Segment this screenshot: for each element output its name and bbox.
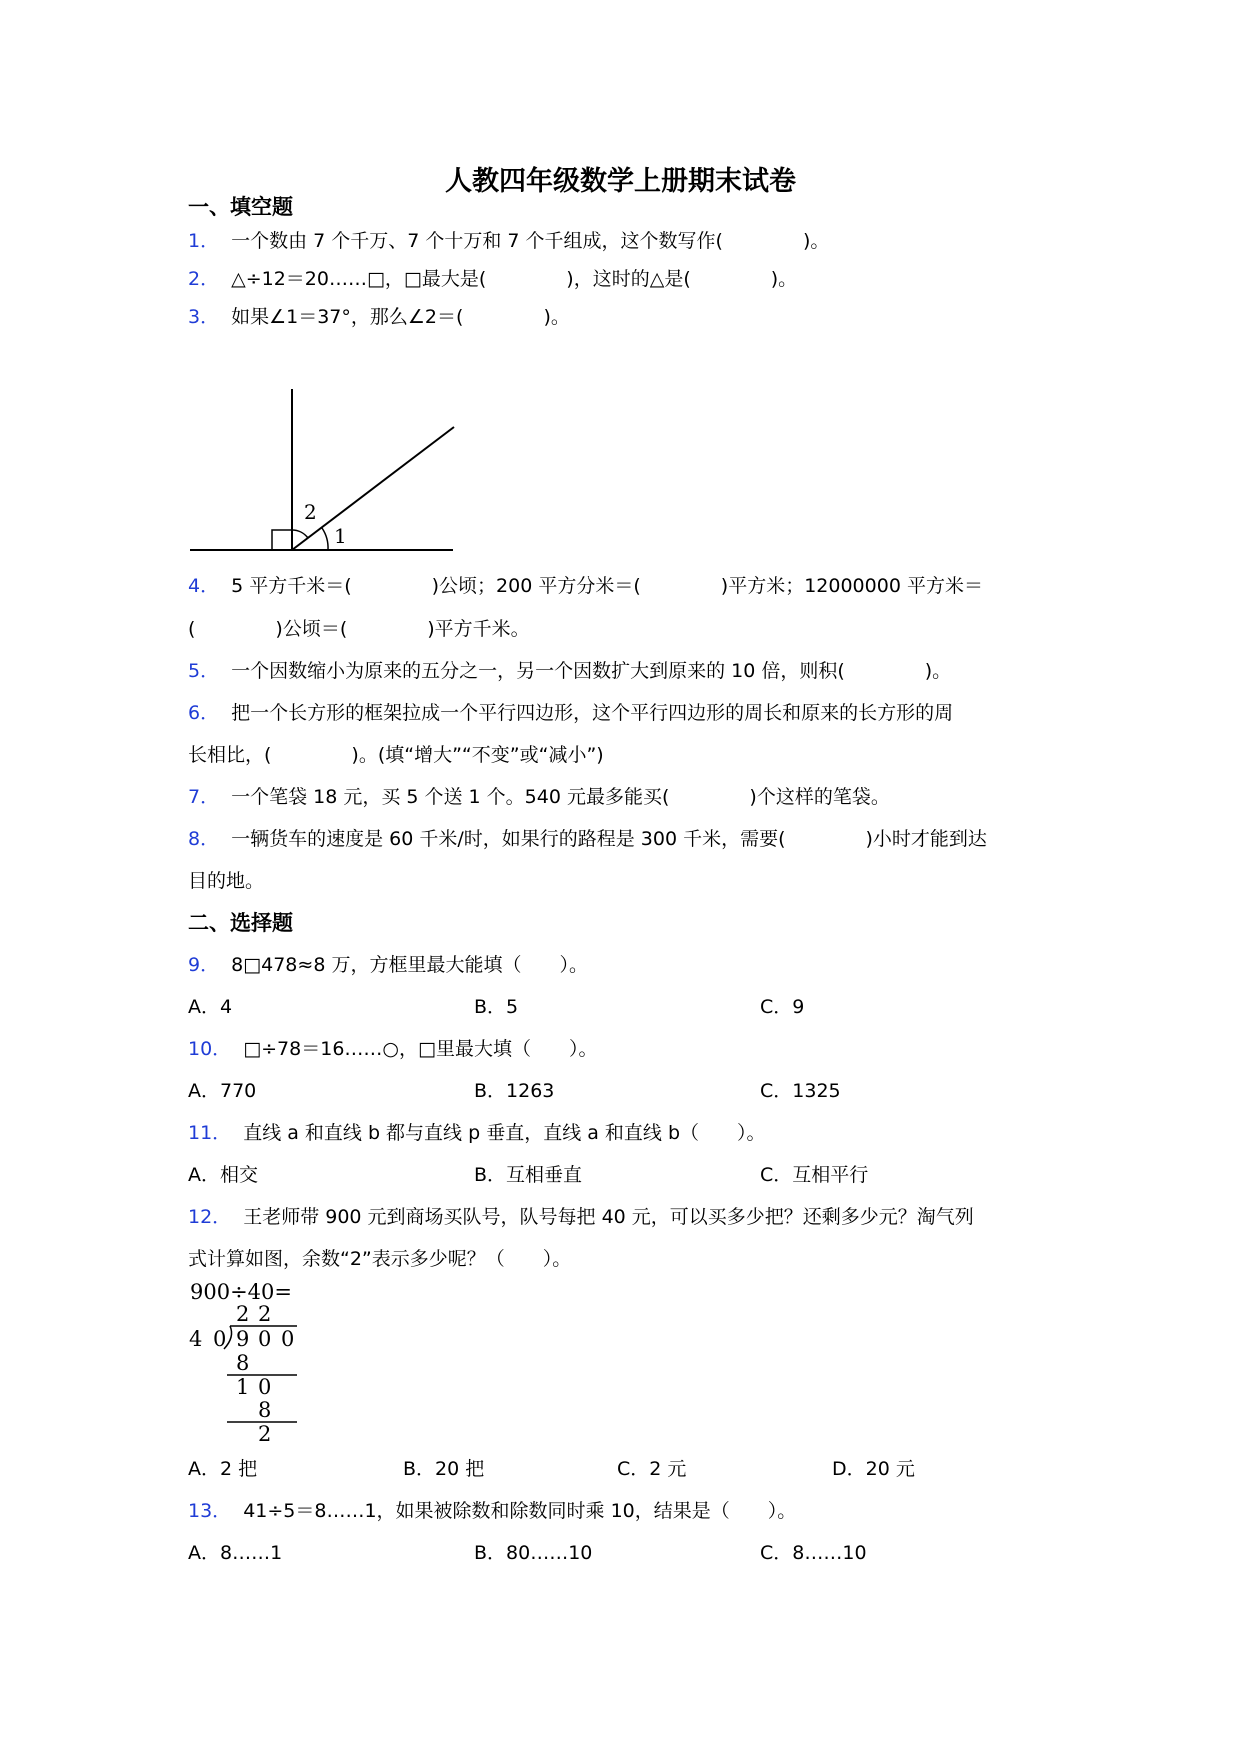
right-angle-mark [272, 530, 292, 550]
option-a[interactable]: A．4 [188, 996, 233, 1018]
option-a[interactable]: A．2 把 [188, 1458, 258, 1480]
option-a[interactable]: A．8……1 [188, 1542, 283, 1564]
question-7 [188, 782, 890, 812]
question-text: )小时才能到达 [865, 828, 987, 850]
option-b[interactable]: B．5 [474, 996, 519, 1018]
angle-diagram [185, 385, 465, 555]
question-text: )。 [924, 660, 952, 682]
question-number: 10． [188, 1038, 232, 1060]
question-text: △÷12＝20……□，□最大是( [231, 268, 487, 290]
option-a[interactable]: A．770 [188, 1080, 257, 1102]
question-text: )平方千米。 [427, 618, 530, 640]
question-text: 5 平方千米＝( [231, 575, 352, 597]
option-c[interactable]: C．9 [760, 996, 805, 1018]
question-number: 11． [188, 1122, 232, 1144]
question-text: 式计算如图，余数“2”表示多少呢？（ ）。 [188, 1248, 572, 1270]
question-8-cont [188, 866, 264, 896]
question-text: □÷78＝16……○，□里最大填（ ）。 [243, 1038, 598, 1060]
question-number: 8． [188, 828, 220, 850]
step-digit: 1 [236, 1375, 250, 1399]
long-division-figure [185, 1276, 325, 1444]
question-text: )公顷；200 平方分米＝( [431, 575, 641, 597]
option-c[interactable]: C．1325 [760, 1080, 841, 1102]
question-11 [188, 1118, 766, 1148]
question-number: 3． [188, 306, 220, 328]
question-12-cont [188, 1244, 571, 1274]
option-b[interactable]: B．互相垂直 [474, 1164, 583, 1186]
step-digit: 8 [236, 1351, 250, 1375]
question-text: 直线 a 和直线 b 都与直线 p 垂直，直线 a 和直线 b（ ）。 [243, 1122, 766, 1144]
quotient-digit: 2 [258, 1302, 272, 1326]
question-4 [188, 571, 983, 601]
question-9 [188, 950, 588, 980]
question-text: 一个因数缩小为原来的五分之一，另一个因数扩大到原来的 10 倍，则积( [231, 660, 845, 682]
step-digit: 0 [258, 1375, 272, 1399]
question-number: 2． [188, 268, 220, 290]
quotient-digit: 2 [236, 1302, 250, 1326]
option-d[interactable]: D．20 元 [832, 1458, 915, 1480]
option-c[interactable]: C．8……10 [760, 1542, 867, 1564]
question-text: )。 [543, 306, 570, 328]
question-3 [188, 302, 570, 332]
question-13 [188, 1496, 796, 1526]
question-text: 长相比，( [188, 744, 272, 766]
angle-2-label: 2 [304, 500, 317, 524]
option-c[interactable]: C．2 元 [617, 1458, 687, 1480]
question-text: 8□478≈8 万，方框里最大能填（ ）。 [231, 954, 588, 976]
dividend-digit: 0 [281, 1327, 295, 1351]
question-number: 7． [188, 786, 220, 808]
question-number: 6． [188, 702, 220, 724]
angle-2-arc [292, 530, 308, 538]
section-heading-choice: 二、选择题 [188, 910, 293, 935]
oblique-line [292, 427, 454, 550]
question-10 [188, 1034, 597, 1064]
question-text: 一个笔袋 18 元，买 5 个送 1 个。540 元最多能买( [231, 786, 670, 808]
question-5 [188, 656, 951, 686]
angle-1-arc [322, 528, 328, 550]
question-text: )。 [770, 268, 798, 290]
section-heading-fill-in: 一、填空题 [188, 194, 293, 219]
question-text: )平方米；12000000 平方米＝ [720, 575, 983, 597]
question-4-cont [188, 614, 530, 644]
question-6 [188, 698, 953, 728]
question-number: 1． [188, 230, 220, 252]
question-number: 9． [188, 954, 220, 976]
question-6-cont [188, 740, 604, 770]
question-text: )，这时的△是( [566, 268, 691, 290]
question-text: 一辆货车的速度是 60 千米/时，如果行的路程是 300 千米，需要( [231, 828, 786, 850]
question-number: 13． [188, 1500, 232, 1522]
question-8 [188, 824, 987, 854]
question-number: 5． [188, 660, 220, 682]
remainder-digit: 2 [258, 1422, 272, 1444]
question-text: )。 [802, 230, 830, 252]
option-b[interactable]: B．1263 [474, 1080, 555, 1102]
division-expression: 900÷40= [190, 1280, 292, 1304]
question-text: )公顷＝( [275, 618, 348, 640]
page-title: 人教四年级数学上册期末试卷 [445, 166, 796, 197]
question-1 [188, 226, 829, 256]
question-text: 一个数由 7 个千万、7 个十万和 7 个千组成，这个数写作( [231, 230, 723, 252]
question-text: )。(填“增大”“不变”或“减小”) [351, 744, 604, 766]
question-text: 如果∠1＝37°，那么∠2＝( [231, 306, 464, 328]
option-c[interactable]: C．互相平行 [760, 1164, 869, 1186]
angle-1-label: 1 [334, 524, 347, 548]
option-b[interactable]: B．20 把 [403, 1458, 485, 1480]
option-b[interactable]: B．80……10 [474, 1542, 593, 1564]
question-text: 把一个长方形的框架拉成一个平行四边形，这个平行四边形的周长和原来的长方形的周 [231, 702, 954, 724]
question-number: 12． [188, 1206, 232, 1228]
question-number: 4． [188, 575, 220, 597]
divisor-digit: 0 [213, 1327, 227, 1351]
dividend-digit: 0 [258, 1327, 272, 1351]
question-text: ( [188, 618, 196, 640]
question-text: 王老师带 900 元到商场买队号，队号每把 40 元，可以买多少把？还剩多少元？淘气列 [243, 1206, 974, 1228]
question-text: 目的地。 [188, 870, 265, 892]
question-12 [188, 1202, 974, 1232]
question-text: )个这样的笔袋。 [749, 786, 890, 808]
question-2 [188, 264, 797, 294]
option-a[interactable]: A．相交 [188, 1164, 258, 1186]
divisor-digit: 4 [189, 1327, 203, 1351]
dividend-digit: 9 [236, 1327, 250, 1351]
question-text: 41÷5＝8……1，如果被除数和除数同时乘 10，结果是（ ）。 [243, 1500, 797, 1522]
step-digit: 8 [258, 1398, 272, 1422]
